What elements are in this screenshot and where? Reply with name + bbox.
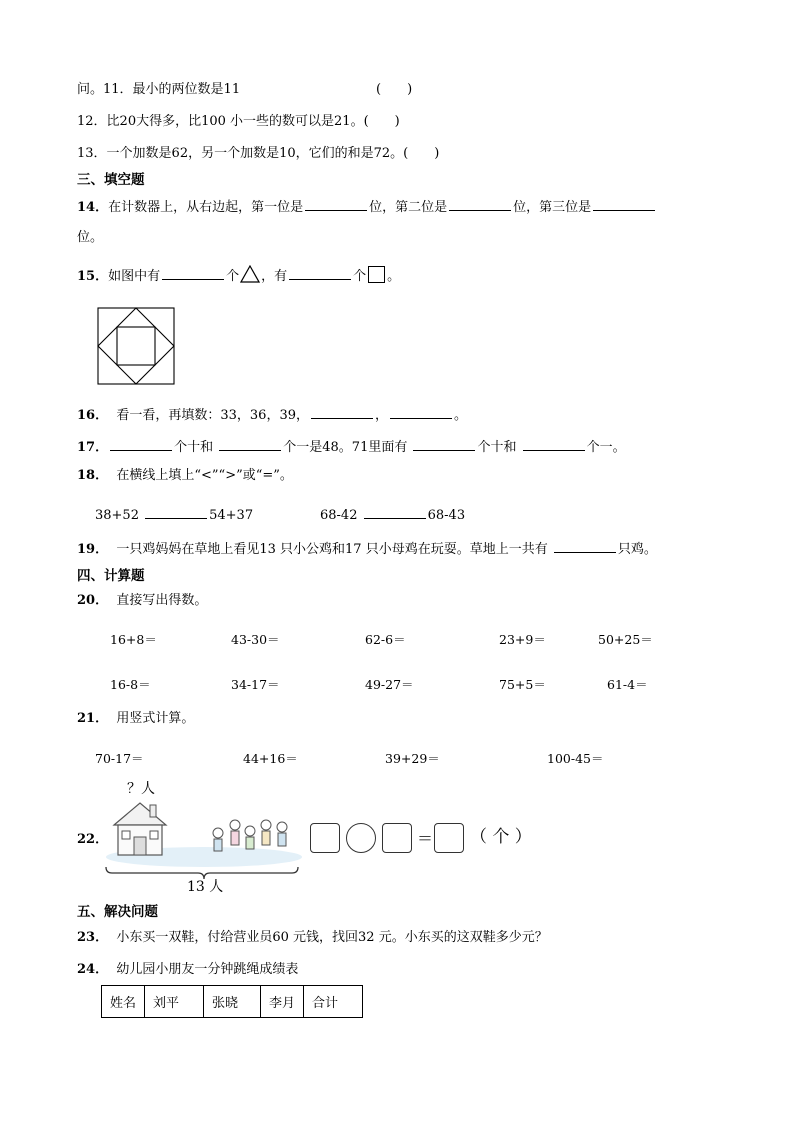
q20-item: 16-8＝: [110, 677, 151, 692]
table-row: [102, 986, 363, 1018]
q15-number: 15．: [77, 269, 109, 284]
q20-item: 43-30＝: [231, 632, 280, 647]
q17-text-1: 个十和: [174, 440, 214, 455]
q20-item: 34-17＝: [231, 677, 280, 692]
q17-blank-1[interactable]: [110, 437, 172, 451]
triangle-icon: [240, 265, 260, 283]
q17-text-4: 个一。: [586, 440, 626, 455]
q17-blank-2[interactable]: [219, 437, 281, 451]
q20-item: 23+9＝: [499, 632, 546, 647]
q22-question-label: ？人: [127, 781, 155, 797]
question-20: [77, 592, 207, 610]
section-5-heading: 五、解决问题: [77, 904, 158, 920]
q16-separator: ，: [375, 408, 389, 423]
jump-rope-score-table: [101, 985, 363, 1018]
q15-text-2: 个: [226, 269, 240, 284]
q15-text-3: ，有: [261, 269, 288, 284]
question-18: [77, 467, 293, 485]
q15-text-5: 。: [387, 269, 401, 284]
q22-equals-sign: ＝: [417, 829, 434, 848]
q16-blank-2[interactable]: [390, 405, 452, 419]
q18-expr-2: 54+37: [209, 508, 254, 523]
question-16: [77, 405, 467, 425]
q21-item: 39+29＝: [385, 751, 440, 766]
q22-total-label: 13 人: [187, 879, 224, 895]
q15-text-4: 个: [353, 269, 367, 284]
q20-item: 49-27＝: [365, 677, 414, 692]
q21-text: 用竖式计算。: [116, 711, 195, 726]
table-header-cell: 姓名: [102, 986, 145, 1018]
q20-text: 直接写出得数。: [116, 593, 208, 608]
q18-blank-1[interactable]: [145, 505, 207, 519]
q20-item: 75+5＝: [499, 677, 546, 692]
question-21: [77, 710, 194, 728]
q19-blank[interactable]: [554, 539, 616, 553]
q16-text: 看一看，再填数：33，36，39，: [116, 408, 309, 423]
q19-text: 一只鸡妈妈在草地上看见13 只小公鸡和17 只小母鸡在玩耍。草地上一共有: [116, 542, 548, 557]
table-header-cell: 合计: [304, 986, 363, 1018]
q15-blank-1[interactable]: [162, 266, 224, 280]
section-4-heading: 四、计算题: [77, 568, 145, 584]
q23-text: 小东买一双鞋，付给营业员60 元钱，找回32 元。小东买的这双鞋多少元？: [116, 930, 548, 945]
q22-answer-box-1[interactable]: [310, 823, 340, 853]
q18-comparison-1: [95, 505, 253, 525]
q17-blank-3[interactable]: [413, 437, 475, 451]
q24-number: 24．: [77, 962, 109, 977]
q15-blank-2[interactable]: [289, 266, 351, 280]
question-17: [77, 437, 626, 457]
q14-text-3: 位，第三位是: [513, 200, 592, 215]
q23-number: 23．: [77, 930, 109, 945]
q20-item: 62-6＝: [365, 632, 406, 647]
q14-blank-2[interactable]: [449, 197, 511, 211]
q21-number: 21．: [77, 711, 109, 726]
question-13: 13．一个加数是62，另一个加数是10，它们的和是72。( ): [77, 146, 440, 161]
q21-item: 100-45＝: [547, 751, 604, 766]
q18-expr-1: 38+52: [95, 508, 139, 523]
q14-text-2: 位，第二位是: [369, 200, 448, 215]
q22-unit-label: （ 个 ）: [470, 827, 532, 847]
question-12: 12．比20大得多，比100 小一些的数可以是21。( ): [77, 114, 400, 129]
q14-blank-3[interactable]: [593, 197, 655, 211]
q22-operator-circle[interactable]: [346, 823, 376, 853]
q18-expr-4: 68-43: [427, 508, 466, 523]
question-11: [77, 81, 240, 99]
q24-text: 幼儿园小朋友一分钟跳绳成绩表: [116, 962, 299, 977]
question-15: [77, 265, 400, 286]
q20-number: 20．: [77, 593, 109, 608]
q22-house-children-illustration: [100, 795, 305, 885]
q22-answer-box-3[interactable]: [434, 823, 464, 853]
q18-blank-2[interactable]: [364, 505, 426, 519]
table-header-cell: 刘平: [145, 986, 204, 1018]
q17-number: 17．: [77, 440, 109, 455]
q20-item: 61-4＝: [607, 677, 648, 692]
q22-answer-box-2[interactable]: [382, 823, 412, 853]
table-header-cell: 李月: [261, 986, 304, 1018]
q22-number: 22．: [77, 832, 109, 847]
q18-comparison-2: [320, 505, 465, 525]
q14-text-4: 位。: [77, 230, 104, 245]
q18-number: 18．: [77, 468, 109, 483]
question-24: [77, 961, 298, 979]
square-icon: [368, 266, 385, 283]
q15-shape-figure: [97, 307, 175, 385]
question-19: [77, 539, 657, 559]
q19-end: 只鸡。: [617, 542, 657, 557]
q17-text-3: 个十和: [477, 440, 517, 455]
q17-blank-4[interactable]: [523, 437, 585, 451]
q16-end: 。: [454, 408, 468, 423]
q16-number: 16．: [77, 408, 109, 423]
q19-number: 19．: [77, 542, 109, 557]
q11-text: 问。11．最小的两位数是11: [77, 82, 241, 97]
q18-expr-3: 68-42: [320, 508, 358, 523]
q14-number: 14．: [77, 200, 109, 215]
q16-blank-1[interactable]: [311, 405, 373, 419]
table-header-cell: 张晓: [204, 986, 261, 1018]
question-14: [77, 197, 657, 217]
q17-text-2: 个一是48。71里面有: [283, 440, 408, 455]
q11-answer-paren: ( ): [376, 82, 413, 97]
section-3-heading: 三、填空题: [77, 172, 145, 188]
question-23: [77, 929, 548, 947]
q21-item: 70-17＝: [95, 751, 144, 766]
q14-blank-1[interactable]: [305, 197, 367, 211]
q18-text: 在横线上填上“<”“>”或“=”。: [116, 468, 293, 483]
q15-text-1: 如图中有: [108, 269, 161, 284]
q14-text-1: 在计数器上，从右边起，第一位是: [108, 200, 304, 215]
q21-item: 44+16＝: [243, 751, 298, 766]
q20-item: 50+25＝: [598, 632, 653, 647]
q20-item: 16+8＝: [110, 632, 157, 647]
